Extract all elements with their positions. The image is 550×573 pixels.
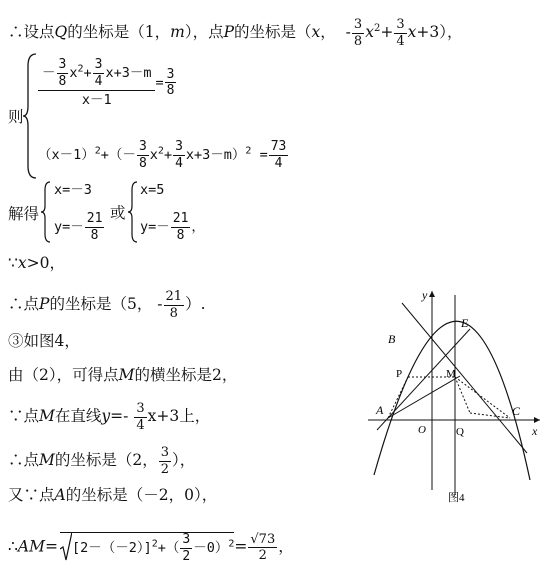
fraction	[171, 212, 191, 242]
text: +	[380, 23, 394, 42]
var-y: y	[101, 407, 111, 426]
denominator: 8	[166, 83, 175, 99]
exponent: 2	[373, 22, 381, 34]
left-brace	[127, 180, 139, 244]
text: y=－	[54, 219, 84, 236]
text: +（	[157, 540, 180, 557]
fraction	[352, 18, 364, 48]
text-or: 或	[110, 204, 126, 222]
exponent: 2	[77, 63, 84, 75]
text: ∴点	[8, 451, 40, 470]
text: ∵点	[8, 407, 40, 426]
label-q: Q	[456, 426, 464, 438]
denominator: 4	[396, 33, 405, 49]
denominator: 8	[169, 305, 178, 321]
exponent: 2	[157, 145, 164, 157]
text: y=－	[140, 219, 170, 236]
text: 的坐标是（－2，0），	[65, 486, 218, 504]
line-on-line	[8, 402, 210, 432]
sol1-y	[54, 212, 105, 242]
line-am	[8, 532, 294, 563]
text: +（－	[100, 147, 136, 164]
text: 的坐标是（5，	[49, 295, 153, 314]
exponent: 2	[245, 145, 252, 157]
text: -	[345, 23, 351, 42]
line-point-p	[8, 290, 206, 320]
denominator: 4	[94, 73, 103, 89]
fraction	[134, 402, 146, 432]
figure-4	[362, 285, 547, 510]
sqrt-sign	[60, 532, 72, 562]
numerator: 3	[138, 139, 147, 154]
var-x: x	[365, 23, 374, 42]
sol1-x: x=－3	[54, 182, 92, 198]
text: =	[234, 537, 248, 556]
numerator: 21	[86, 211, 103, 226]
text: ），点	[184, 23, 224, 42]
numerator: 3	[136, 401, 145, 416]
exponent: 2	[94, 145, 101, 157]
label-solve: 解得	[8, 205, 40, 223]
big-numerator	[38, 58, 155, 91]
line-since-x	[8, 256, 65, 272]
big-denominator: x－1	[81, 92, 112, 109]
fraction	[164, 290, 185, 320]
denominator: 8	[58, 73, 67, 89]
text: +3），	[416, 23, 463, 42]
text: 又∵点	[8, 486, 55, 504]
label-y: y	[422, 288, 428, 302]
exponent: 2	[151, 538, 158, 550]
text: =	[155, 74, 164, 91]
text: ∴设点	[8, 23, 55, 42]
text: -	[157, 295, 163, 314]
left-brace	[40, 180, 52, 244]
denominator: 4	[175, 155, 183, 171]
var-x: x	[311, 23, 321, 42]
sol2-x: x=5	[140, 182, 165, 198]
text: 的坐标是（1，	[67, 23, 171, 42]
eq1	[38, 58, 177, 108]
text: =-	[110, 407, 129, 426]
denominator: 4	[274, 155, 283, 171]
numerator: 3	[94, 57, 103, 72]
fraction	[173, 140, 185, 170]
label-c: C	[512, 404, 521, 418]
fraction	[180, 533, 192, 563]
text: 在直线	[54, 407, 102, 426]
denominator: 2	[182, 548, 191, 564]
var-m: M	[39, 451, 55, 470]
label-a: A	[376, 403, 384, 417]
denominator: 8	[90, 227, 99, 243]
text: x	[149, 147, 158, 164]
text: ），	[172, 451, 196, 470]
parabola	[374, 321, 530, 480]
var-q: Q	[54, 23, 68, 42]
label-m: M	[446, 368, 456, 380]
label-b: B	[388, 332, 396, 346]
label-p: P	[396, 368, 403, 380]
line-from-2	[8, 368, 237, 384]
line-fig-ref: ③如图4，	[8, 332, 80, 350]
label-o: O	[418, 424, 426, 436]
label-ze: 则	[8, 108, 24, 126]
numerator: 3	[353, 17, 363, 32]
numerator: 73	[270, 139, 287, 154]
left-brace	[22, 52, 38, 180]
numerator: 3	[166, 66, 175, 82]
fraction	[248, 533, 277, 563]
line-point-m	[8, 446, 195, 476]
big-fraction	[38, 58, 155, 108]
text: [2－（－2）]	[71, 540, 152, 557]
sol2-y	[140, 212, 205, 242]
var-x: x	[407, 23, 417, 42]
label-e: E	[461, 316, 469, 330]
label-x: x	[532, 424, 538, 438]
fraction	[394, 18, 406, 48]
numerator: 3	[182, 532, 191, 547]
fraction	[159, 446, 171, 476]
fraction	[93, 58, 105, 88]
var-p: P	[223, 23, 235, 42]
text: 由（2），可得点	[8, 366, 119, 384]
denominator: 8	[353, 33, 363, 49]
figure-caption: 图4	[448, 492, 465, 504]
numerator: √73	[250, 531, 276, 547]
text: －0）	[193, 540, 229, 557]
text: +	[163, 147, 173, 164]
numerator: 3	[58, 57, 67, 72]
fraction	[137, 140, 149, 170]
fraction	[85, 212, 105, 242]
numerator: 3	[175, 139, 183, 154]
var-m: m	[170, 23, 185, 42]
line-am-fig	[388, 376, 460, 418]
text: +	[83, 65, 92, 82]
text: >0，	[26, 254, 65, 272]
text: ，	[320, 23, 336, 42]
exponent: 2	[228, 538, 235, 550]
text: －	[42, 65, 56, 82]
text: x	[69, 65, 78, 82]
var-am: AM	[17, 537, 45, 556]
line-point-a	[8, 488, 217, 504]
denominator: 8	[138, 155, 147, 171]
text: ，	[278, 537, 294, 556]
fraction	[165, 68, 177, 98]
text: 的坐标是（2，	[54, 451, 158, 470]
var-a: A	[54, 486, 66, 504]
numerator: 21	[165, 289, 183, 304]
sqrt-expression	[60, 532, 234, 563]
fraction	[269, 140, 289, 170]
eq2	[38, 140, 289, 170]
denominator: 4	[136, 417, 145, 433]
line-set-points	[8, 18, 462, 48]
numerator: 3	[396, 17, 405, 32]
text: =	[44, 537, 58, 556]
dotted-mc	[455, 377, 510, 418]
denominator: 8	[176, 227, 185, 243]
denominator: 2	[160, 461, 170, 477]
text: （x－1）	[38, 147, 95, 164]
text: ∴	[8, 537, 18, 556]
var-x: x	[17, 254, 27, 272]
numerator: 3	[160, 445, 170, 460]
text: x+3－m）	[185, 147, 246, 164]
text: 的坐标是（	[234, 23, 312, 42]
text: x+3－m	[105, 65, 152, 82]
var-m: M	[39, 407, 55, 426]
text: 的横坐标是2，	[134, 366, 238, 384]
text: ）.	[185, 295, 206, 314]
text: ∴点	[8, 295, 40, 314]
text: =	[259, 147, 268, 164]
fraction	[57, 58, 69, 88]
text: x+3上，	[147, 407, 211, 426]
numerator: 21	[172, 211, 189, 226]
var-m: M	[118, 366, 135, 384]
text: ∵	[8, 254, 18, 272]
denominator: 2	[258, 548, 267, 564]
var-p: P	[39, 295, 50, 314]
text: ，	[191, 219, 205, 236]
